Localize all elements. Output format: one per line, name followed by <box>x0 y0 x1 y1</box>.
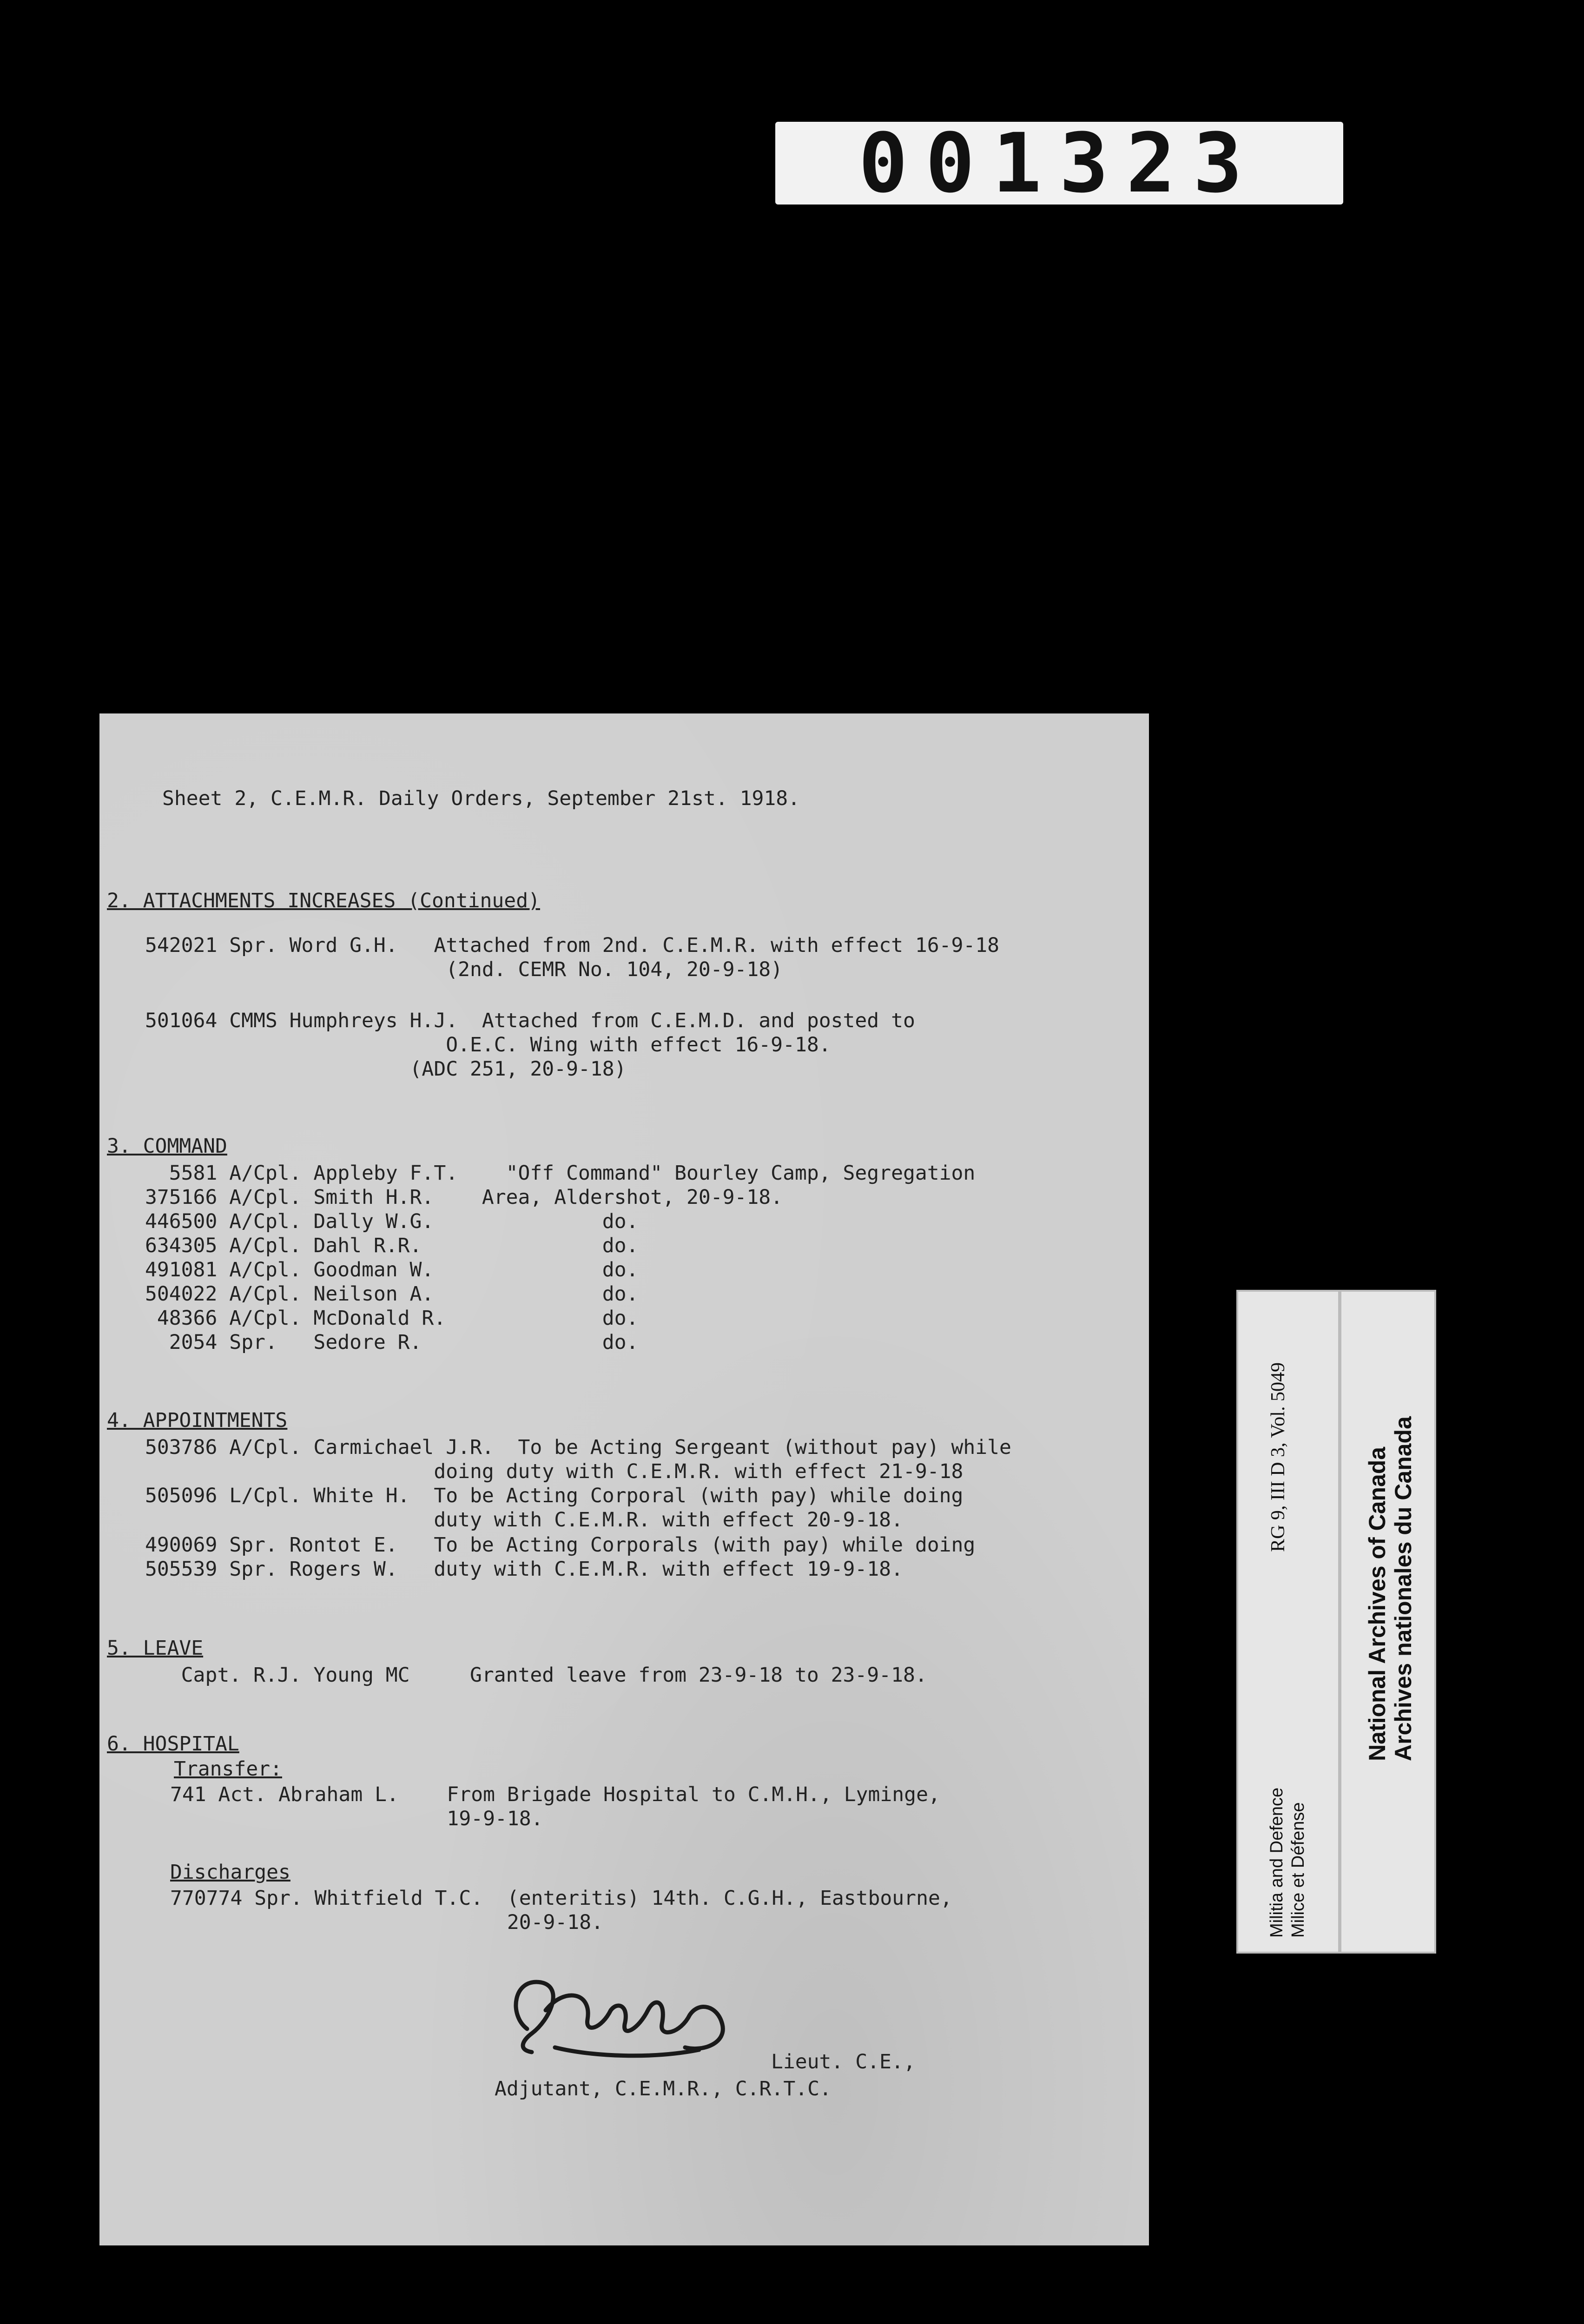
archive-label-text: Archives nationales du Canada <box>1390 1416 1416 1761</box>
command-row: 5581 A/Cpl. Appleby F.T. "Off Command" Bourley Camp, Segregation <box>145 1162 976 1185</box>
appointment-row: duty with C.E.M.R. with effect 20-9-18. <box>145 1508 903 1532</box>
archive-label-text: Militia and Defence <box>1267 1787 1287 1938</box>
section-4-title: 4. APPOINTMENTS <box>107 1409 288 1432</box>
archive-label-right <box>1340 1290 1436 1954</box>
section-2-title: 2. ATTACHMENTS INCREASES (Continued) <box>107 889 540 912</box>
transfer-label: Transfer: <box>174 1757 282 1781</box>
discharge-label: Discharges <box>170 1861 290 1884</box>
appointment-row: doing duty with C.E.M.R. with effect 21-9-18 <box>145 1460 964 1483</box>
archive-label-left <box>1236 1290 1340 1954</box>
leave-row: Capt. R.J. Young MC Granted leave from 23-9-18 to 23-9-18. <box>145 1664 927 1687</box>
command-row: 504022 A/Cpl. Neilson A. do. <box>145 1282 639 1306</box>
document-page <box>99 713 1149 2245</box>
section-2-line: (ADC 251, 20-9-18) <box>145 1057 627 1081</box>
section-3-title: 3. COMMAND <box>107 1135 227 1158</box>
command-row: 634305 A/Cpl. Dahl R.R. do. <box>145 1234 639 1257</box>
signature-title-line: Lieut. C.E., <box>771 2050 916 2073</box>
appointment-row: 505096 L/Cpl. White H. To be Acting Corporal (with pay) while doing <box>145 1484 964 1507</box>
archive-reference: RG 9, III D 3, Vol. 5049 <box>1267 1362 1289 1552</box>
section-6-title: 6. HOSPITAL <box>107 1732 239 1756</box>
command-row: 2054 Spr. Sedore R. do. <box>145 1331 639 1354</box>
command-row: 446500 A/Cpl. Dally W.G. do. <box>145 1210 639 1233</box>
document-heading: Sheet 2, C.E.M.R. Daily Orders, September 21st. 1918. <box>162 787 800 810</box>
section-2-line: O.E.C. Wing with effect 16-9-18. <box>145 1033 831 1056</box>
section-2-line: (2nd. CEMR No. 104, 20-9-18) <box>145 958 783 981</box>
section-2-line: 501064 CMMS Humphreys H.J. Attached from C.E.M.D. and posted to <box>145 1009 915 1032</box>
section-2-line: 542021 Spr. Word G.H. Attached from 2nd. C.E.M.R. with effect 16-9-18 <box>145 934 1000 957</box>
archive-label-text: National Archives of Canada <box>1364 1446 1390 1761</box>
appointment-row: 505539 Spr. Rogers W. duty with C.E.M.R. with effect 19-9-18. <box>145 1558 903 1581</box>
command-row: 491081 A/Cpl. Goodman W. do. <box>145 1258 639 1281</box>
transfer-row: 19-9-18. <box>170 1807 543 1830</box>
archive-label-text: Milice et Défense <box>1288 1802 1308 1938</box>
discharge-row: 770774 Spr. Whitfield T.C. (enteritis) 14th. C.G.H., Eastbourne, <box>170 1887 952 1910</box>
discharge-row: 20-9-18. <box>170 1911 603 1934</box>
signature-icon <box>499 1959 759 2066</box>
command-row: 48366 A/Cpl. McDonald R. do. <box>145 1307 639 1330</box>
command-row: 375166 A/Cpl. Smith H.R. Area, Aldershot, 20-9-18. <box>145 1186 783 1209</box>
signature-title-line: Adjutant, C.E.M.R., C.R.T.C. <box>495 2077 832 2100</box>
appointment-row: 490069 Spr. Rontot E. To be Acting Corporals (with pay) while doing <box>145 1533 976 1557</box>
frame-number: 001323 <box>775 122 1343 205</box>
transfer-row: 741 Act. Abraham L. From Brigade Hospital to C.M.H., Lyminge, <box>170 1783 940 1806</box>
section-5-title: 5. LEAVE <box>107 1637 204 1660</box>
appointment-row: 503786 A/Cpl. Carmichael J.R. To be Acting Sergeant (without pay) while <box>145 1436 1011 1459</box>
